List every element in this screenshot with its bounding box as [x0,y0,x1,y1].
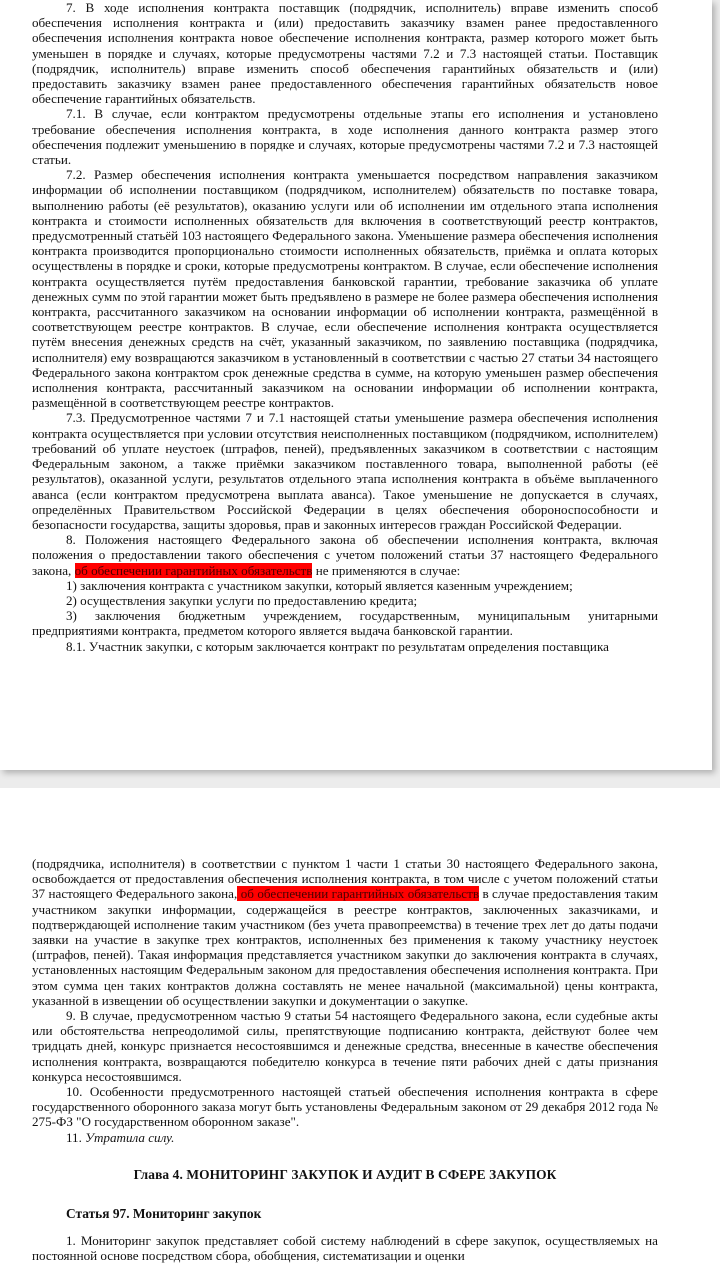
paragraph-7: 7. В ходе исполнения контракта поставщик (подрядчик, исполнитель) вправе изменить способ обеспечения исполнения контракта и (или) предоставить заказчику взамен ранее предоставленного обеспечения исполнения контракта новое обеспечение исполнения контракта, размер которого может быть уменьшен в порядке и случаях, которые предусмотрены частями 7.2 и 7.3 настоящей статьи. Поставщик (подрядчик, исполнитель) вправе изменить способ обеспечения гарантийных обязательств и (или) предоставить заказчику взамен ранее предоставленного обеспечения гарантийных обязательств новое обеспечение гарантийных обязательств. [32,0,658,107]
paragraph-8-tail: не применяются в случае: [312,562,461,578]
list-item-1: 1) заключения контракта с участником закупки, который является казенным учреждением; [66,577,573,593]
chapter-heading: Глава 4. МОНИТОРИНГ ЗАКУПОК И АУДИТ В СФЕРЕ ЗАКУПОК [133,1166,557,1182]
paragraph-8 [32,532,658,578]
continued-tail: в случае предоставления таким участником закупки информации, содержащейся в реестре контрактов, заключенных заказчиками, и подтверждающей исполнение таким участником (без учета правопреемства) в течение трех лет до даты подачи заявки на участие в закупке трех контрактов, исполненных без применения к такому участнику неустоек (штрафов, пеней). Такая информация представляется участником закупки до заключения контракта в случаях, установленных настоящим Федеральным законом для предоставления обеспечения исполнения контракта. При этом сумма цен таких контрактов должна составлять не менее начальной (максимальной) цены контракта, указанной в извещении об осуществлении закупки и документации о закупке. [32,886,658,1008]
paragraph-10: 10. Особенности предусмотренного настоящей статьей обеспечения исполнения контракта в сфере государственного оборонного заказа могут быть установлены Федеральным законом от 29 декабря 2012 года № 275-ФЗ "О государственном оборонном заказе". [32,1084,658,1130]
paragraph-8-text: 8. Положения настоящего Федерального закона об обеспечении исполнения контракта, включая положения о предоставлении такого обеспечения с учетом положений статьи 37 настоящего Федерального закона, [32,532,658,578]
paragraph-11-italic: Утратила силу. [85,1129,175,1145]
paragraph-11-number: 11. [66,1129,86,1145]
document-page-2 [0,788,720,1280]
article-97-paragraph-1: 1. Мониторинг закупок представляет собой систему наблюдений в сфере закупок, осуществляемых на постоянной основе посредством сбора, обобщения, систематизации и оценки [32,1233,658,1264]
page-1-text [32,0,658,654]
paragraph-7-1: 7.1. В случае, если контрактом предусмотрены отдельные этапы его исполнения и установлено требование обеспечения исполнения контракта, в ходе исполнения данного контракта размер этого обеспечения подлежит уменьшению в порядке и случаях, которые предусмотрены частями 7.2 и 7.3 настоящей статьи. [32,106,658,168]
paragraph-7-2: 7.2. Размер обеспечения исполнения контракта уменьшается посредством направления заказчиком информации об исполнении поставщиком (подрядчиком, исполнителем) обязательств по поставке товара, выполнению работы (её результатов), оказанию услуги или об исполнении им отдельного этапа исполнения контракта и стоимости исполненных обязательств для включения в соответствующий реестр контрактов, предусмотренный статьёй 103 настоящего Федерального закона. Уменьшение размера обеспечения исполнения контракта производится пропорционально стоимости исполненных обязательств, приёмка и оплата которых осуществлены в порядке и сроки, которые предусмотрены контрактом. В случае, если обеспечение исполнения контракта осуществляется путём предоставления банковской гарантии, требование заказчика об уплате денежных сумм по этой гарантии может быть предъявлено в размере не более размера обеспечения исполнения контракта, рассчитанного заказчиком на основании информации об исполнении контракта, размещённой в соответствующем реестре контрактов. В случае, если обеспечение исполнения контракта осуществляется путём внесения денежных средств на счёт, указанный заказчиком, по заявлению поставщика (подрядчика, исполнителя) ему возвращаются заказчиком в установленный в соответствии с частью 27 статьи 34 настоящего Федерального закона контрактом срок денежные средства в сумме, на которую уменьшен размер обеспечения исполнения контракта, рассчитанный заказчиком на основании информации об исполнении контракта, размещённой в соответствующем реестре контрактов. [32,167,658,411]
list-item-3: 3) заключения бюджетным учреждением, государственным, муниципальным унитарными предприятиями контракта, предметом которого является выдача банковской гарантии. [32,608,658,639]
list-item-2: 2) осуществления закупки услуги по предоставлению кредита; [66,592,418,608]
article-heading: Статья 97. Мониторинг закупок [66,1206,262,1222]
paragraph-8-1-continued [32,856,658,1008]
paragraph-8-1: 8.1. Участник закупки, с которым заключается контракт по результатам определения поставщика [66,638,609,654]
continued-text: (подрядчика, исполнителя) в соответствии с пунктом 1 части 1 статьи 30 настоящего Федерального закона, освобождается от предоставления обеспечения исполнения контракта, в том числе с учетом положений статьи 37 настоящего Федерального закона, [32,856,658,902]
paragraph-7-3: 7.3. Предусмотренное частями 7 и 7.1 настоящей статьи уменьшение размера обеспечения исполнения контракта осуществляется при условии отсутствия неисполненных поставщиком (подрядчиком, исполнителем) требований об уплате неустоек (штрафов, пеней), предъявленных заказчиком в соответствии с настоящим Федеральным законом, а также приёмки заказчиком поставленного товара, выполненной работы (её результатов), оказанной услуги, результатов отдельного этапа исполнения контракта в объёме выплаченного аванса (если контрактом предусмотрена выплата аванса). Такое уменьшение не допускается в случаях, определённых Правительством Российской Федерации в целях обеспечения обороноспособности и безопасности государства, защиты здоровья, прав и законных интересов граждан Российской Федерации. [32,410,658,532]
paragraph-11 [32,1130,658,1145]
page-2-text [32,856,658,1264]
highlighted-phrase: об обеспечении гарантийных обязательств [237,886,480,902]
paragraph-9: 9. В случае, предусмотренном частью 9 статьи 54 настоящего Федерального закона, если судебные акты или обстоятельства непреодолимой силы, препятствующие подписанию контракта, действуют более чем тридцать дней, конкурс признается несостоявшимся и денежные средства, внесенные в качестве обеспечения исполнения контракта, возвращаются победителю конкурса в течение пяти рабочих дней с даты признания конкурса несостоявшимся. [32,1008,658,1084]
highlighted-phrase: об обеспечении гарантийных обязательств [74,562,313,578]
